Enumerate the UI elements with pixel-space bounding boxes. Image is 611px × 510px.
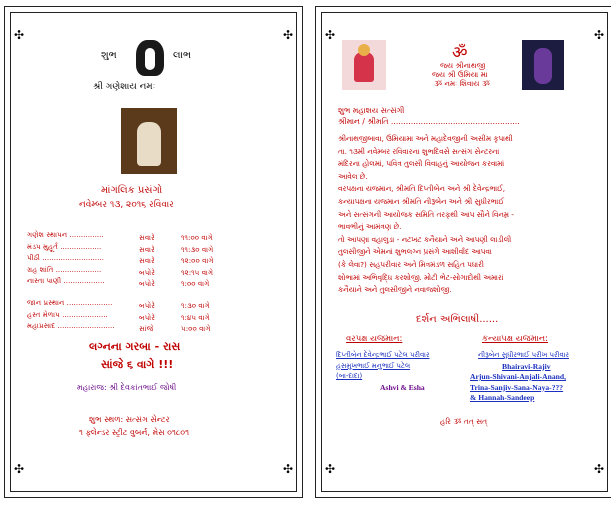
invitation-body-line: કનૈયાને અને તુલસીજીને નવાજશોજી. [338,285,452,295]
invitation-body-line: કન્યાપક્ષના યજમાન શ્રીમતિ નીરૂબેન અને શ્રી સુધીરભાઈ [338,197,504,206]
schedule-time-of-day: બપોરે [139,312,155,322]
deity-photo-left [342,40,386,90]
om-symbol-icon: ॐ [452,43,468,63]
schedule-clock: ૫:૦૦ વાગે [181,324,211,333]
schedule-row [27,321,211,334]
invitation-body-line: મંદિરના હોલમાં, પવિત્ર તુલસી વિવાહનું આયોજન કરવામાં [338,159,505,169]
schedule-event: ગણેશ સ્થાપન ............... [27,230,104,239]
corner-ornament-icon: ✣ [14,462,25,476]
corner-ornament-icon: ✣ [282,462,293,476]
corner-ornament-icon: ✣ [14,28,25,42]
schedule-clock: ૧૧:૦૦ વાગે [181,233,213,242]
invitation-body-line: તો આપણા વહાલુડા - નટખટ કનૈયાને અને આપણી લાડીલી [338,234,512,244]
invitation-body-line: ભાવભીનું આમંત્રણ છે. [338,222,402,232]
schedule-time-of-day: સવારે [139,256,155,265]
deity-photo [121,108,177,174]
corner-ornament-icon: ✣ [325,462,336,476]
blessing-line-2: જય શ્રી ઉમિયા મા [432,70,488,79]
corner-ornament-icon: ✣ [593,28,604,42]
schedule-time-of-day: સાંજે [139,324,154,333]
bride-side-name: Arjun-Shivani-Anjali-Anand, [470,372,567,381]
schedule-time-of-day: બપોરે [139,267,155,277]
invitation-body-line: (કે લેવા?) સહપરીવાર અને મિત્રમંડળ સહિત પધારી [338,260,484,269]
corner-ornament-icon: ✣ [282,28,293,42]
right-invitation-panel [315,6,611,498]
shubh-text: શુભ [101,50,117,61]
schedule-event: હસ્ત મેળાપ .................... [27,309,108,319]
schedule-time-of-day: બપોરે [139,301,155,310]
event-title: માંગલિક પ્રસંગો [101,185,163,196]
schedule-time-of-day: બપોરે [139,279,155,288]
groom-side-name: Ashvi & Esha [380,382,425,392]
schedule-clock: ૧૨:૧૫ વાગે [181,267,214,277]
salutation-1: શુભ મહાશય સત્સંગી [338,106,405,115]
groom-side-name: દિપ્તીબેન દેવેન્દ્રભાઈ પટેલ પરીવાર [336,351,430,359]
corner-ornament-icon: ✣ [325,28,336,42]
schedule-clock: ૧:૦૦ વાગે [181,279,210,288]
bride-side-heading: કન્યાપક્ષ યજમાન: [482,334,548,344]
invitation-body-line: આવેલ છે. [338,171,368,181]
darshan-heading: દર્શન અભિલાષી...... [416,314,499,325]
schedule-time-of-day: સવારે [139,244,155,254]
invocation-text: શ્રી ગણેશાય નમઃ [93,82,156,92]
salutation-2: શ્રીમાન / શ્રીમતિ .................................................... [338,117,520,126]
invitation-body-line: અને સત્સંગની આયોજક સમિતિ તરફથી આપ સૌને વિનમ્ર - [338,209,514,219]
schedule-event: ગ્રહ શાંતિ .................... [27,264,102,274]
schedule-event: મંડપ મુહૂર્ત .................. [27,241,102,251]
blessing-line-1: જય શ્રીનાથજી [440,61,486,70]
schedule-row [27,276,209,289]
schedule-event: નાસ્તા પાણી .................. [27,276,105,285]
groom-side-name: (બા-દાદા) [336,372,363,380]
bride-side-name: નીરૂબેન સુધીરભાઈ પરીખ પરીવાર [478,351,569,359]
event-date: નવેમ્બર ૧૩, ૨૦૧૬ રવિવાર [79,200,174,210]
blessing-line-3: ૐ નમઃ શિવાય ૐ [434,79,490,88]
maharaj-text: મહારાજ: શ્રી દેવકાંતભાઈ જોષી [77,383,177,392]
schedule-clock: ૧૧:૩૦ વાગે [181,244,214,254]
venue-address: ૧ ફ્લેન્ડર સ્ટ્રીટ વુબર્ન, મેસ ૦૧૮૦૧ [79,428,190,437]
deity-photo-right [522,40,564,90]
schedule-event: જાન પ્રસ્થાન .................... [27,298,113,307]
left-invitation-panel [4,6,303,498]
schedule-clock: ૧:૩૦ વાગે [181,301,210,310]
invitation-body-line: શોભામાં અભિવૃદ્ધિ કરશોજી. મોટી ભેટ-સોગાદોથી અમારાં [338,272,504,282]
garba-line-2: સાંજે ૬ વાગે !!! [101,358,174,371]
closing-text: હરિ ૐ તત્ સત્ [440,417,488,426]
schedule-clock: ૧૨:૦૦ વાગે [181,256,214,265]
schedule-event: પીઠી ........................... [27,253,104,262]
bride-side-name: Bhairavi-Rajiv [502,361,551,371]
ganesha-icon [136,40,164,76]
invitation-body-line: વરપક્ષના યજમાન, શ્રીમતિ દિપ્તીબેન અને શ્રી દેવેન્દ્રભાઈ, [338,184,506,194]
groom-side-heading: વરપક્ષ યજમાન: [346,334,403,344]
corner-ornament-icon: ✣ [593,462,604,476]
schedule-time-of-day: સવારે [139,233,155,242]
bride-side-name: Trina-Sanjiv-Sana-Naya-??? [470,382,564,392]
schedule-clock: ૧:૪૫ વાગે [181,312,210,322]
garba-line-1: લગ્નના ગરબા - રાસ [89,340,181,353]
invitation-body-line: શ્રીનાથજીબાવા, ઉમિયામા અને મહાદેવજીની અસીમ કૃપાથી [338,134,513,143]
bride-side-name: & Hannah-Sandeep [470,393,535,402]
schedule-event: મહાપ્રસાદ ......................... [27,321,115,330]
labh-text: લાભ [173,50,192,61]
invitation-body-line: તા. ૧૩મી નવેમ્બર રવિવારના શુભદિવસે સત્સંગ સેન્ટરના [338,146,500,156]
venue-title: શુભ સ્થળ: સત્સંગ સેન્ટર [89,415,170,424]
groom-side-name: હસમુખભાઈ મનુભાઈ પટેલ [336,361,411,370]
invitation-body-line: તુલસીજીને એમનાં શુભલગ્ન પ્રસંગે આશીર્વાદ આપવા [338,247,492,257]
